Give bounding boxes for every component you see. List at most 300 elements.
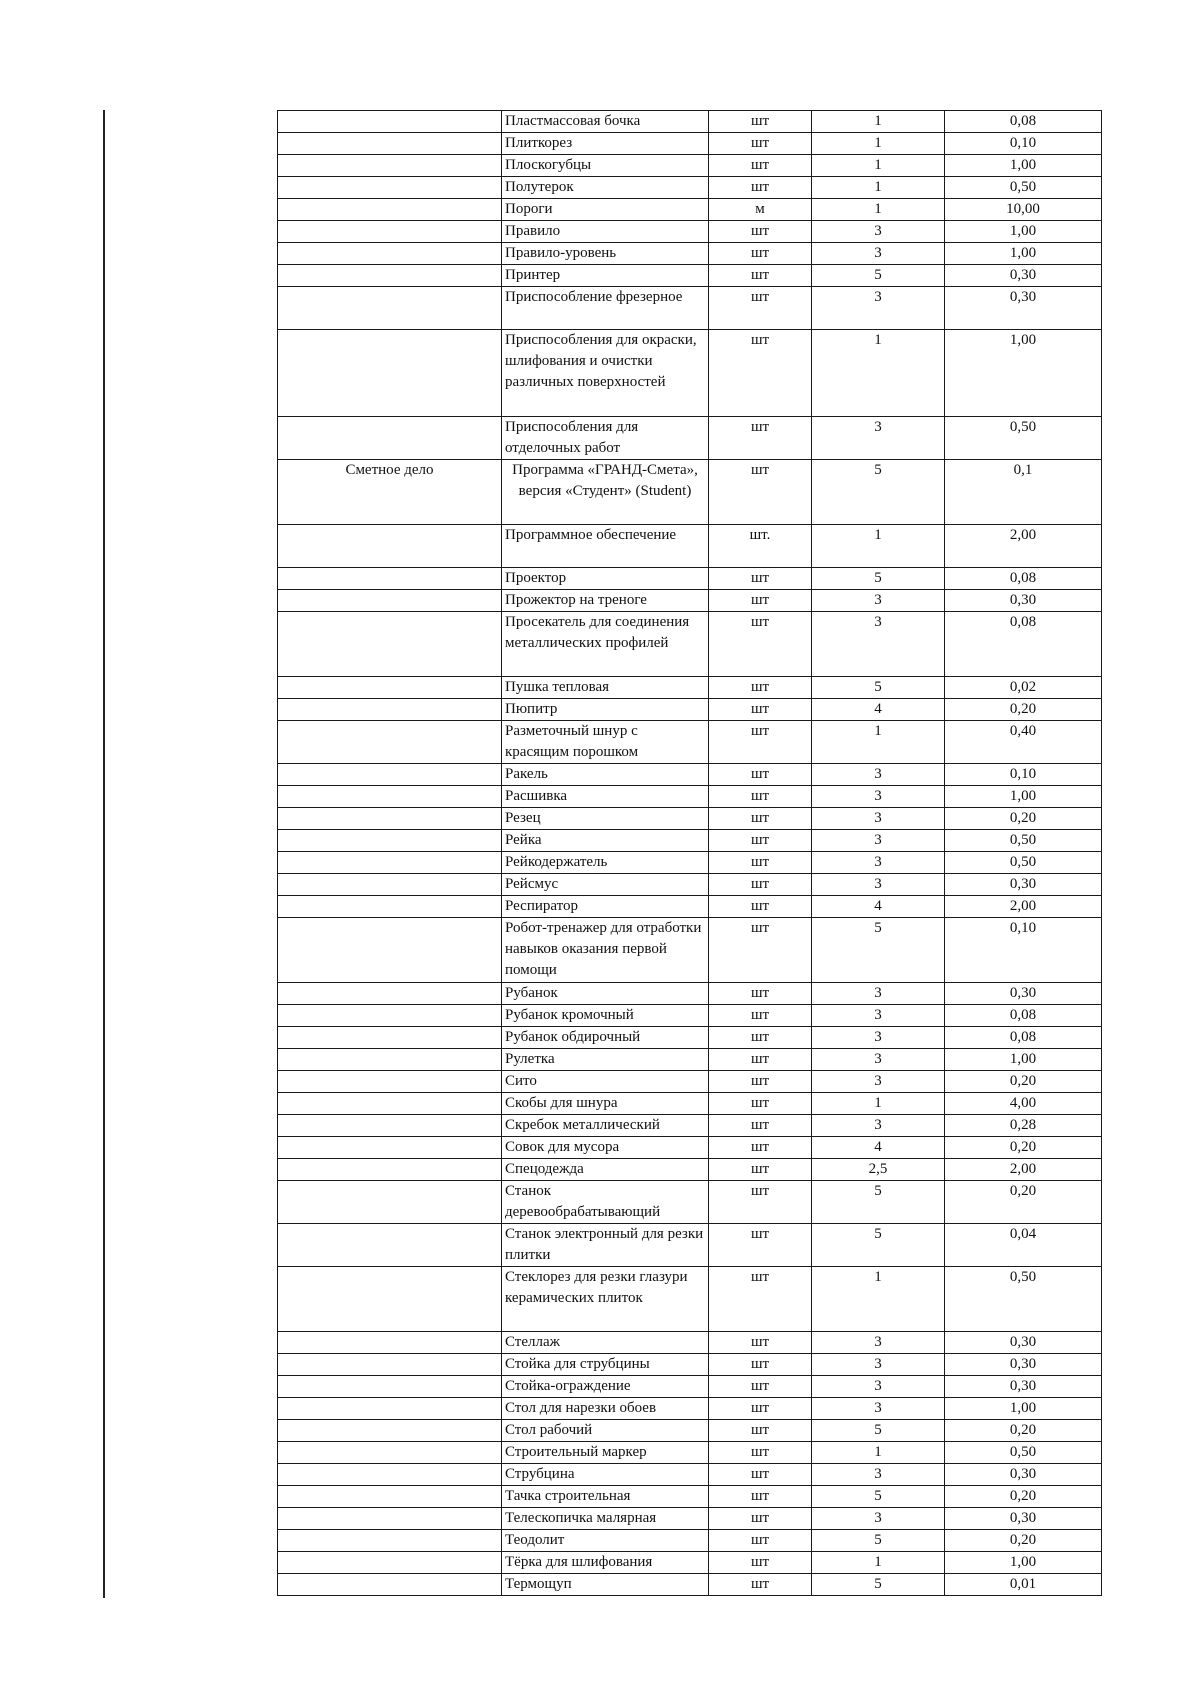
- norm-value-cell: 0,04: [945, 1224, 1102, 1267]
- item-name-cell: Приспособление фрезерное: [502, 287, 709, 330]
- quantity-cell: 1: [812, 525, 945, 568]
- category-cell: [278, 1267, 502, 1332]
- norm-value-cell: 0,10: [945, 764, 1102, 786]
- item-name-cell: Спецодежда: [502, 1159, 709, 1181]
- unit-cell: шт: [709, 808, 812, 830]
- unit-cell: шт: [709, 1115, 812, 1137]
- category-cell: [278, 896, 502, 918]
- table-row: [278, 699, 1102, 721]
- item-name-cell: Станок деревообрабатывающий: [502, 1181, 709, 1224]
- unit-cell: шт: [709, 1027, 812, 1049]
- quantity-cell: 3: [812, 612, 945, 677]
- category-cell: [278, 1005, 502, 1027]
- category-cell: [278, 786, 502, 808]
- quantity-cell: 3: [812, 874, 945, 896]
- norm-value-cell: 0,10: [945, 133, 1102, 155]
- item-name-cell: Программное обеспечение: [502, 525, 709, 568]
- category-cell: [278, 612, 502, 677]
- quantity-cell: 3: [812, 786, 945, 808]
- norm-value-cell: 0,1: [945, 460, 1102, 525]
- norm-value-cell: 0,40: [945, 721, 1102, 764]
- category-cell: [278, 1181, 502, 1224]
- unit-cell: шт: [709, 786, 812, 808]
- table-row: [278, 243, 1102, 265]
- norm-value-cell: 0,08: [945, 111, 1102, 133]
- table-row: [278, 460, 1102, 525]
- table-row: [278, 525, 1102, 568]
- category-cell: [278, 1049, 502, 1071]
- table-row: [278, 1530, 1102, 1552]
- table-row: [278, 896, 1102, 918]
- item-name-cell: Резец: [502, 808, 709, 830]
- unit-cell: шт: [709, 1224, 812, 1267]
- unit-cell: шт: [709, 330, 812, 417]
- quantity-cell: 5: [812, 918, 945, 983]
- quantity-cell: 3: [812, 1071, 945, 1093]
- norm-value-cell: 2,00: [945, 1159, 1102, 1181]
- unit-cell: шт: [709, 1464, 812, 1486]
- norm-value-cell: 0,20: [945, 1420, 1102, 1442]
- unit-cell: шт: [709, 1159, 812, 1181]
- item-name-cell: Правило: [502, 221, 709, 243]
- category-cell: [278, 221, 502, 243]
- table-row: [278, 1267, 1102, 1332]
- item-name-cell: Рейка: [502, 830, 709, 852]
- item-name-cell: Ракель: [502, 764, 709, 786]
- norm-value-cell: 0,30: [945, 1508, 1102, 1530]
- table-row: [278, 590, 1102, 612]
- norm-value-cell: 0,50: [945, 417, 1102, 460]
- unit-cell: шт: [709, 1486, 812, 1508]
- table-row: [278, 808, 1102, 830]
- unit-cell: шт: [709, 764, 812, 786]
- category-cell: [278, 677, 502, 699]
- category-cell: [278, 874, 502, 896]
- quantity-cell: 3: [812, 1354, 945, 1376]
- norm-value-cell: 10,00: [945, 199, 1102, 221]
- unit-cell: шт: [709, 1071, 812, 1093]
- item-name-cell: Строительный маркер: [502, 1442, 709, 1464]
- norm-value-cell: 1,00: [945, 243, 1102, 265]
- category-cell: [278, 1552, 502, 1574]
- unit-cell: шт: [709, 590, 812, 612]
- item-name-cell: Сито: [502, 1071, 709, 1093]
- unit-cell: шт: [709, 1267, 812, 1332]
- quantity-cell: 1: [812, 111, 945, 133]
- table-row: [278, 677, 1102, 699]
- unit-cell: шт: [709, 1137, 812, 1159]
- table-row: [278, 1049, 1102, 1071]
- category-cell: [278, 265, 502, 287]
- item-name-cell: Приспособления для окраски, шлифования и очистки различных поверхностей: [502, 330, 709, 417]
- table-row: [278, 417, 1102, 460]
- category-cell: [278, 287, 502, 330]
- table-row: [278, 1574, 1102, 1596]
- unit-cell: шт: [709, 1552, 812, 1574]
- table-row: [278, 111, 1102, 133]
- norm-value-cell: 0,50: [945, 1267, 1102, 1332]
- left-margin-line: [103, 110, 105, 1598]
- table-row: [278, 721, 1102, 764]
- table-row: [278, 918, 1102, 983]
- unit-cell: шт: [709, 612, 812, 677]
- table-row: [278, 983, 1102, 1005]
- item-name-cell: Пластмассовая бочка: [502, 111, 709, 133]
- quantity-cell: 3: [812, 830, 945, 852]
- equipment-table-body: [278, 111, 1102, 1596]
- item-name-cell: Тёрка для шлифования: [502, 1552, 709, 1574]
- table-row: [278, 1332, 1102, 1354]
- table-row: [278, 1552, 1102, 1574]
- quantity-cell: 1: [812, 1267, 945, 1332]
- category-cell: [278, 1224, 502, 1267]
- table-row: [278, 221, 1102, 243]
- quantity-cell: 2,5: [812, 1159, 945, 1181]
- table-row: [278, 199, 1102, 221]
- quantity-cell: 3: [812, 1376, 945, 1398]
- category-cell: [278, 764, 502, 786]
- unit-cell: шт: [709, 677, 812, 699]
- quantity-cell: 3: [812, 1005, 945, 1027]
- table-row: [278, 133, 1102, 155]
- unit-cell: шт: [709, 699, 812, 721]
- equipment-table: [277, 110, 1102, 1596]
- category-cell: [278, 330, 502, 417]
- item-name-cell: Респиратор: [502, 896, 709, 918]
- norm-value-cell: 0,30: [945, 265, 1102, 287]
- norm-value-cell: 4,00: [945, 1093, 1102, 1115]
- category-cell: [278, 983, 502, 1005]
- quantity-cell: 3: [812, 243, 945, 265]
- item-name-cell: Прожектор на треноге: [502, 590, 709, 612]
- item-name-cell: Скобы для шнура: [502, 1093, 709, 1115]
- quantity-cell: 1: [812, 199, 945, 221]
- category-cell: [278, 1442, 502, 1464]
- quantity-cell: 4: [812, 1137, 945, 1159]
- norm-value-cell: 0,20: [945, 1137, 1102, 1159]
- quantity-cell: 5: [812, 460, 945, 525]
- item-name-cell: Разметочный шнур с красящим порошком: [502, 721, 709, 764]
- unit-cell: м: [709, 199, 812, 221]
- category-cell: [278, 808, 502, 830]
- category-cell: [278, 918, 502, 983]
- item-name-cell: Просекатель для соединения металлических профилей: [502, 612, 709, 677]
- category-cell: [278, 155, 502, 177]
- item-name-cell: Программа «ГРАНД-Смета», версия «Студент» (Student): [502, 460, 709, 525]
- quantity-cell: 5: [812, 568, 945, 590]
- unit-cell: шт: [709, 896, 812, 918]
- category-cell: [278, 852, 502, 874]
- quantity-cell: 5: [812, 1181, 945, 1224]
- table-row: [278, 786, 1102, 808]
- norm-value-cell: 0,30: [945, 1464, 1102, 1486]
- item-name-cell: Приспособления для отделочных работ: [502, 417, 709, 460]
- quantity-cell: 3: [812, 1332, 945, 1354]
- unit-cell: шт: [709, 1442, 812, 1464]
- item-name-cell: Станок электронный для резки плитки: [502, 1224, 709, 1267]
- quantity-cell: 1: [812, 330, 945, 417]
- unit-cell: шт: [709, 1354, 812, 1376]
- category-cell: [278, 1093, 502, 1115]
- unit-cell: шт: [709, 287, 812, 330]
- norm-value-cell: 0,08: [945, 612, 1102, 677]
- category-cell: [278, 1027, 502, 1049]
- unit-cell: шт: [709, 1398, 812, 1420]
- item-name-cell: Плоскогубцы: [502, 155, 709, 177]
- unit-cell: шт: [709, 243, 812, 265]
- table-row: [278, 287, 1102, 330]
- unit-cell: шт: [709, 460, 812, 525]
- category-cell: [278, 1530, 502, 1552]
- unit-cell: шт: [709, 155, 812, 177]
- item-name-cell: Пушка тепловая: [502, 677, 709, 699]
- quantity-cell: 1: [812, 1552, 945, 1574]
- norm-value-cell: 0,50: [945, 830, 1102, 852]
- quantity-cell: 5: [812, 1574, 945, 1596]
- category-cell: [278, 1071, 502, 1093]
- table-row: [278, 177, 1102, 199]
- norm-value-cell: 0,30: [945, 590, 1102, 612]
- category-cell: [278, 568, 502, 590]
- norm-value-cell: 0,20: [945, 1486, 1102, 1508]
- table-row: [278, 1115, 1102, 1137]
- unit-cell: шт: [709, 221, 812, 243]
- table-row: [278, 1159, 1102, 1181]
- norm-value-cell: 0,50: [945, 1442, 1102, 1464]
- table-row: [278, 265, 1102, 287]
- quantity-cell: 3: [812, 1027, 945, 1049]
- item-name-cell: Правило-уровень: [502, 243, 709, 265]
- unit-cell: шт: [709, 1508, 812, 1530]
- unit-cell: шт: [709, 1420, 812, 1442]
- quantity-cell: 3: [812, 1398, 945, 1420]
- category-cell: [278, 1486, 502, 1508]
- item-name-cell: Струбцина: [502, 1464, 709, 1486]
- unit-cell: шт: [709, 177, 812, 199]
- norm-value-cell: 0,50: [945, 852, 1102, 874]
- quantity-cell: 5: [812, 1224, 945, 1267]
- item-name-cell: Стеклорез для резки глазури керамических плиток: [502, 1267, 709, 1332]
- item-name-cell: Стойка для струбцины: [502, 1354, 709, 1376]
- category-cell: [278, 1398, 502, 1420]
- unit-cell: шт: [709, 417, 812, 460]
- table-row: [278, 1027, 1102, 1049]
- table-row: [278, 764, 1102, 786]
- category-cell: [278, 177, 502, 199]
- item-name-cell: Теодолит: [502, 1530, 709, 1552]
- unit-cell: шт: [709, 1181, 812, 1224]
- category-cell: [278, 1115, 502, 1137]
- table-row: [278, 1442, 1102, 1464]
- table-row: [278, 852, 1102, 874]
- quantity-cell: 1: [812, 155, 945, 177]
- norm-value-cell: 0,50: [945, 177, 1102, 199]
- category-cell: [278, 133, 502, 155]
- item-name-cell: Рейкодержатель: [502, 852, 709, 874]
- quantity-cell: 3: [812, 983, 945, 1005]
- unit-cell: шт: [709, 1049, 812, 1071]
- item-name-cell: Термощуп: [502, 1574, 709, 1596]
- norm-value-cell: 1,00: [945, 1398, 1102, 1420]
- category-cell: [278, 1159, 502, 1181]
- unit-cell: шт: [709, 1530, 812, 1552]
- item-name-cell: Стол для нарезки обоев: [502, 1398, 709, 1420]
- category-cell: [278, 1354, 502, 1376]
- norm-value-cell: 0,02: [945, 677, 1102, 699]
- item-name-cell: Рубанок: [502, 983, 709, 1005]
- norm-value-cell: 0,08: [945, 1027, 1102, 1049]
- norm-value-cell: 1,00: [945, 1552, 1102, 1574]
- norm-value-cell: 0,20: [945, 808, 1102, 830]
- quantity-cell: 5: [812, 1420, 945, 1442]
- quantity-cell: 3: [812, 1049, 945, 1071]
- norm-value-cell: 1,00: [945, 786, 1102, 808]
- item-name-cell: Рубанок обдирочный: [502, 1027, 709, 1049]
- table-row: [278, 1420, 1102, 1442]
- category-cell: [278, 1376, 502, 1398]
- quantity-cell: 4: [812, 896, 945, 918]
- table-row: [278, 612, 1102, 677]
- unit-cell: шт: [709, 721, 812, 764]
- category-cell: [278, 1574, 502, 1596]
- unit-cell: шт: [709, 874, 812, 896]
- quantity-cell: 4: [812, 699, 945, 721]
- unit-cell: шт: [709, 830, 812, 852]
- category-cell: [278, 525, 502, 568]
- norm-value-cell: 0,30: [945, 287, 1102, 330]
- table-row: [278, 1376, 1102, 1398]
- table-row: [278, 874, 1102, 896]
- unit-cell: шт: [709, 265, 812, 287]
- quantity-cell: 3: [812, 221, 945, 243]
- table-row: [278, 568, 1102, 590]
- item-name-cell: Стол рабочий: [502, 1420, 709, 1442]
- category-cell: [278, 1420, 502, 1442]
- quantity-cell: 3: [812, 417, 945, 460]
- item-name-cell: Проектор: [502, 568, 709, 590]
- category-cell: [278, 243, 502, 265]
- table-row: [278, 830, 1102, 852]
- unit-cell: шт: [709, 1093, 812, 1115]
- unit-cell: шт: [709, 1574, 812, 1596]
- item-name-cell: Стеллаж: [502, 1332, 709, 1354]
- unit-cell: шт: [709, 133, 812, 155]
- quantity-cell: 5: [812, 1530, 945, 1552]
- item-name-cell: Плиткорез: [502, 133, 709, 155]
- table-row: [278, 1181, 1102, 1224]
- quantity-cell: 3: [812, 1115, 945, 1137]
- quantity-cell: 5: [812, 1486, 945, 1508]
- table-row: [278, 1071, 1102, 1093]
- table-row: [278, 1464, 1102, 1486]
- unit-cell: шт: [709, 1332, 812, 1354]
- norm-value-cell: 1,00: [945, 221, 1102, 243]
- item-name-cell: Рулетка: [502, 1049, 709, 1071]
- item-name-cell: Пюпитр: [502, 699, 709, 721]
- norm-value-cell: 0,30: [945, 1376, 1102, 1398]
- quantity-cell: 5: [812, 677, 945, 699]
- norm-value-cell: 0,08: [945, 1005, 1102, 1027]
- category-cell: [278, 111, 502, 133]
- unit-cell: шт: [709, 852, 812, 874]
- item-name-cell: Телескопичка малярная: [502, 1508, 709, 1530]
- quantity-cell: 1: [812, 721, 945, 764]
- norm-value-cell: 0,28: [945, 1115, 1102, 1137]
- item-name-cell: Тачка строительная: [502, 1486, 709, 1508]
- quantity-cell: 1: [812, 133, 945, 155]
- quantity-cell: 3: [812, 1464, 945, 1486]
- category-cell: [278, 199, 502, 221]
- norm-value-cell: 0,20: [945, 1071, 1102, 1093]
- item-name-cell: Стойка-ограждение: [502, 1376, 709, 1398]
- norm-value-cell: 1,00: [945, 330, 1102, 417]
- quantity-cell: 3: [812, 1508, 945, 1530]
- norm-value-cell: 0,01: [945, 1574, 1102, 1596]
- quantity-cell: 3: [812, 287, 945, 330]
- norm-value-cell: 0,30: [945, 983, 1102, 1005]
- table-row: [278, 1398, 1102, 1420]
- category-cell: [278, 830, 502, 852]
- quantity-cell: 1: [812, 177, 945, 199]
- norm-value-cell: 0,20: [945, 1181, 1102, 1224]
- item-name-cell: Совок для мусора: [502, 1137, 709, 1159]
- unit-cell: шт.: [709, 525, 812, 568]
- item-name-cell: Рейсмус: [502, 874, 709, 896]
- table-row: [278, 330, 1102, 417]
- quantity-cell: 3: [812, 764, 945, 786]
- unit-cell: шт: [709, 1376, 812, 1398]
- norm-value-cell: 2,00: [945, 525, 1102, 568]
- item-name-cell: Скребок металлический: [502, 1115, 709, 1137]
- table-row: [278, 1005, 1102, 1027]
- norm-value-cell: 0,20: [945, 699, 1102, 721]
- norm-value-cell: 0,20: [945, 1530, 1102, 1552]
- unit-cell: шт: [709, 111, 812, 133]
- table-row: [278, 1486, 1102, 1508]
- category-cell: Сметное дело: [278, 460, 502, 525]
- quantity-cell: 3: [812, 852, 945, 874]
- norm-value-cell: 2,00: [945, 896, 1102, 918]
- norm-value-cell: 0,08: [945, 568, 1102, 590]
- unit-cell: шт: [709, 568, 812, 590]
- unit-cell: шт: [709, 918, 812, 983]
- table-row: [278, 1093, 1102, 1115]
- category-cell: [278, 1508, 502, 1530]
- quantity-cell: 3: [812, 808, 945, 830]
- category-cell: [278, 721, 502, 764]
- norm-value-cell: 0,30: [945, 1354, 1102, 1376]
- norm-value-cell: 0,30: [945, 1332, 1102, 1354]
- table-row: [278, 155, 1102, 177]
- item-name-cell: Принтер: [502, 265, 709, 287]
- item-name-cell: Пороги: [502, 199, 709, 221]
- category-cell: [278, 417, 502, 460]
- norm-value-cell: 1,00: [945, 1049, 1102, 1071]
- category-cell: [278, 1137, 502, 1159]
- category-cell: [278, 1464, 502, 1486]
- table-row: [278, 1137, 1102, 1159]
- table-row: [278, 1508, 1102, 1530]
- table-row: [278, 1224, 1102, 1267]
- quantity-cell: 5: [812, 265, 945, 287]
- table-row: [278, 1354, 1102, 1376]
- norm-value-cell: 1,00: [945, 155, 1102, 177]
- unit-cell: шт: [709, 983, 812, 1005]
- unit-cell: шт: [709, 1005, 812, 1027]
- category-cell: [278, 1332, 502, 1354]
- quantity-cell: 3: [812, 590, 945, 612]
- norm-value-cell: 0,10: [945, 918, 1102, 983]
